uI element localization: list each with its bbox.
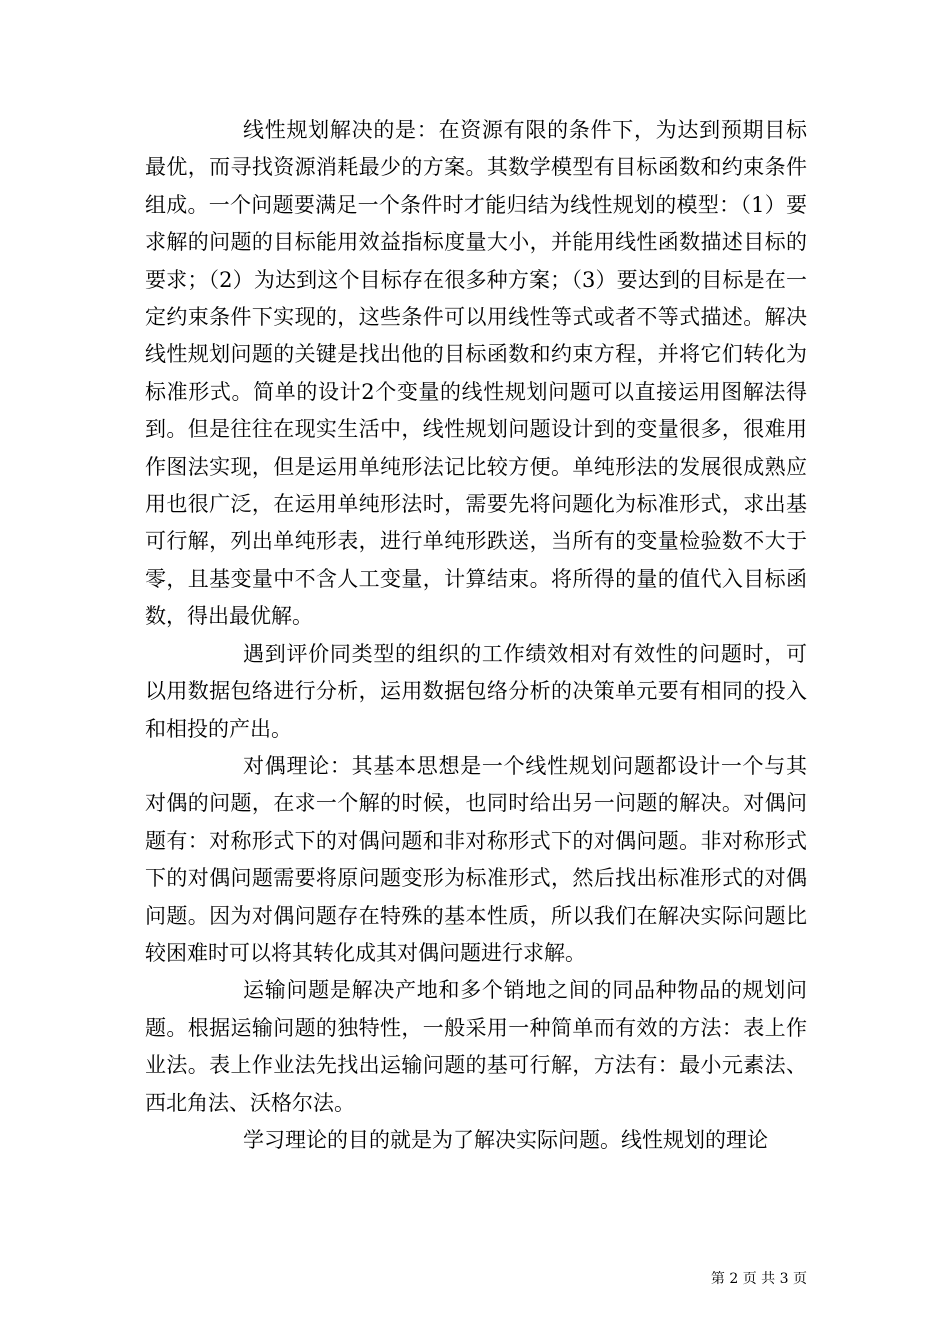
paragraph-duality-theory: 对偶理论：其基本思想是一个线性规划问题都设计一个与其对偶的问题，在求一个解的时候，也同时给出另一问题的解决。对偶问题有：对称形式下的对偶问题和非对称形式下的对偶问题。非对称形式下的对偶问题需要将原问题变形为标准形式，然后找出标准形式的对偶问题。因为对偶问题存在特殊的基本性质，所以我们在解决实际问题比较困难时可以将其转化成其对偶问题进行求解。	[145, 753, 807, 965]
document-body	[145, 112, 807, 1159]
paragraph-data-envelopment: 遇到评价同类型的组织的工作绩效相对有效性的问题时，可以用数据包络进行分析，运用数据包络分析的决策单元要有相同的投入和相投的产出。	[145, 641, 807, 741]
paragraph-linear-programming: 线性规划解决的是：在资源有限的条件下，为达到预期目标最优，而寻找资源消耗最少的方案。其数学模型有目标函数和约束条件组成。一个问题要满足一个条件时才能归结为线性规划的模型：（1）要求解的问题的目标能用效益指标度量大小，并能用线性函数描述目标的要求；（2）为达到这个目标存在很多种方案；（3）要达到的目标是在一定约束条件下实现的，这些条件可以用线性等式或者不等式描述。解决线性规划问题的关键是找出他的目标函数和约束方程，并将它们转化为标准形式。简单的设计2个变量的线性规划问题可以直接运用图解法得到。但是往往在现实生活中，线性规划问题设计到的变量很多，很难用作图法实现，但是运用单纯形法记比较方便。单纯形法的发展很成熟应用也很广泛，在运用单纯形法时，需要先将问题化为标准形式，求出基可行解，列出单纯形表，进行单纯形跌送，当所有的变量检验数不大于零，且基变量中不含人工变量，计算结束。将所得的量的值代入目标函数，得出最优解。	[145, 118, 807, 629]
paragraph-learning-purpose: 学习理论的目的就是为了解决实际问题。线性规划的理论	[243, 1127, 768, 1152]
paragraph-transportation-problem: 运输问题是解决产地和多个销地之间的同品种物品的规划问题。根据运输问题的独特性，一般采用一种简单而有效的方法：表上作业法。表上作业法先找出运输问题的基可行解，方法有：最小元素法、西北角法、沃格尔法。	[145, 978, 807, 1115]
page-number: 第 2 页 共 3 页	[710, 1271, 807, 1287]
